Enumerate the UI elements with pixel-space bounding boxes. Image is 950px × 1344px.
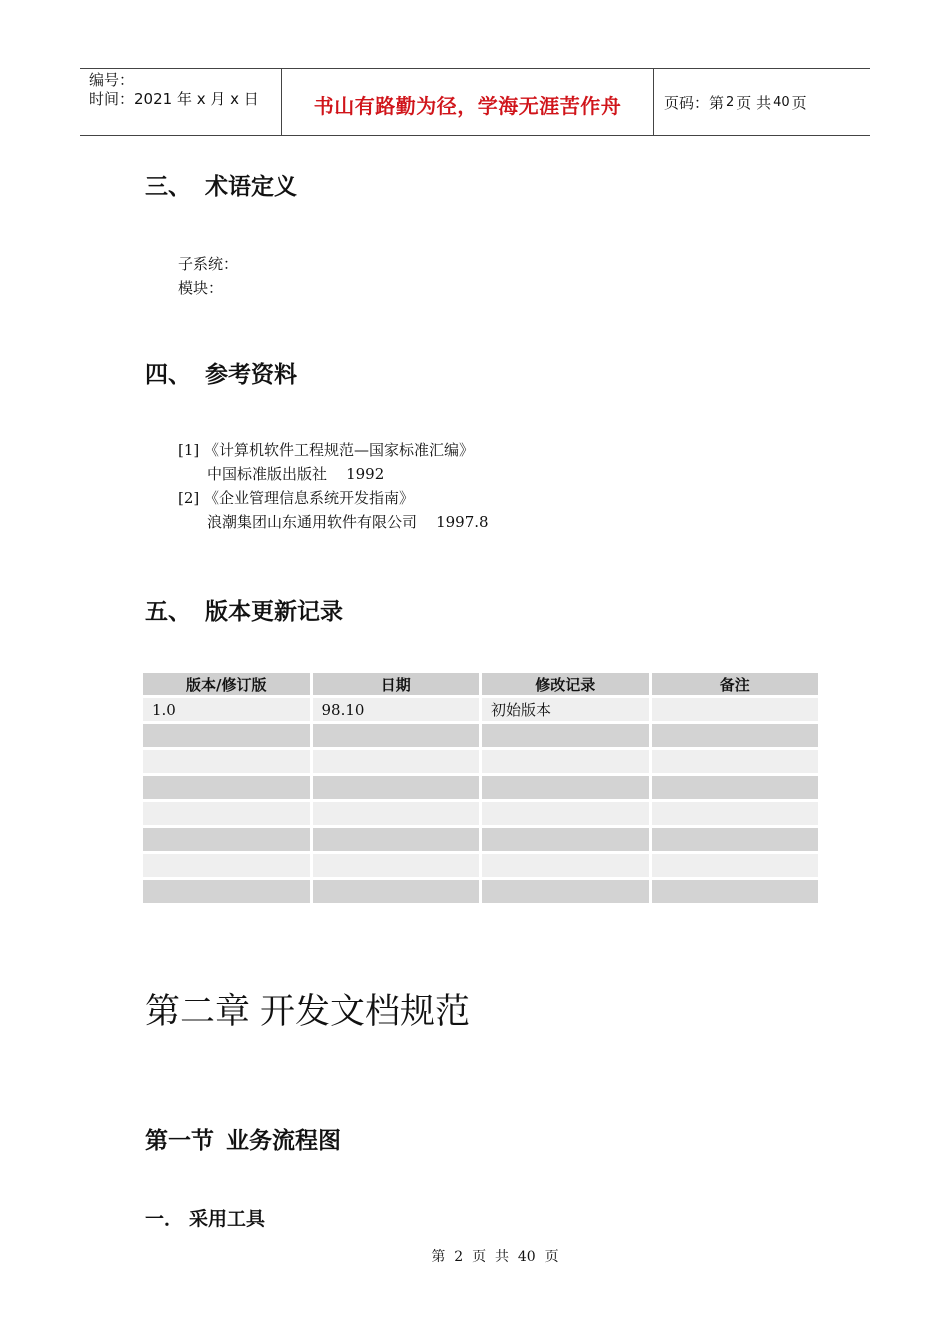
section-4-number: 四、 (145, 362, 191, 388)
subsection-1-number: 一． (145, 1208, 184, 1230)
header-time-label: 时间：2021 年 x 月 x 日 (89, 90, 259, 108)
table-cell (313, 750, 480, 773)
column-header-date: 日期 (313, 673, 480, 695)
chapter-2-heading (145, 984, 470, 1034)
chapter-number: 第二章 (145, 992, 251, 1032)
chapter-title: 开发文档规范 (260, 992, 471, 1032)
header-page-total: 40 (773, 94, 790, 110)
reference-list (178, 438, 489, 534)
table-cell (143, 802, 310, 825)
column-header-remarks: 备注 (652, 673, 819, 695)
header-number-label: 编号： (89, 71, 135, 89)
table-row (143, 750, 818, 773)
section-3-number: 三、 (145, 174, 191, 200)
reference-marker: [2] (178, 489, 200, 507)
section-5-number: 五、 (145, 599, 191, 625)
table-cell (652, 698, 819, 721)
table-cell (652, 776, 819, 799)
table-cell (313, 776, 480, 799)
reference-item (178, 438, 489, 462)
table-cell (482, 724, 649, 747)
header-meta (80, 69, 282, 135)
table-cell (482, 828, 649, 851)
table-cell: 初始版本 (482, 698, 649, 721)
table-row (143, 802, 818, 825)
header-page-suffix: 页 (791, 93, 807, 112)
table-cell (652, 828, 819, 851)
table-row (143, 828, 818, 851)
section-3-heading (145, 168, 297, 201)
table-cell: 98.10 (313, 698, 480, 721)
table-row (143, 776, 818, 799)
table-cell (313, 828, 480, 851)
column-header-change-log: 修改记录 (482, 673, 649, 695)
table-cell (143, 724, 310, 747)
table-cell (143, 828, 310, 851)
table-row (143, 880, 818, 903)
table-cell (482, 776, 649, 799)
table-cell (143, 854, 310, 877)
section-1-heading (145, 1122, 341, 1155)
table-cell (482, 880, 649, 903)
table-cell (313, 880, 480, 903)
header-motto: 书山有路勤为径，学海无涯苦作舟 (313, 93, 622, 118)
reference-item (178, 486, 489, 510)
table-cell (482, 750, 649, 773)
table-cell (652, 880, 819, 903)
section-5-title: 版本更新记录 (205, 599, 343, 625)
reference-source: 中国标准版出版社 1992 (207, 465, 385, 483)
table-cell (143, 750, 310, 773)
table-cell (143, 880, 310, 903)
section-1-title: 业务流程图 (226, 1128, 341, 1154)
revision-table (140, 670, 821, 906)
reference-title: 《计算机软件工程规范—国家标准汇编》 (204, 441, 475, 459)
table-cell (313, 802, 480, 825)
header-motto-cell (282, 69, 654, 135)
subsection-1-heading (145, 1204, 265, 1231)
table-row (143, 854, 818, 877)
table-row (143, 698, 818, 721)
reference-marker: [1] (178, 441, 200, 459)
column-header-version: 版本/修订版 (143, 673, 310, 695)
table-cell (313, 724, 480, 747)
subsection-1-title: 采用工具 (189, 1208, 266, 1230)
table-cell (482, 854, 649, 877)
table-cell (482, 802, 649, 825)
reference-source: 浪潮集团山东通用软件有限公司 1997.8 (207, 513, 489, 531)
table-cell (652, 724, 819, 747)
section-1-number: 第一节 (145, 1128, 214, 1154)
section-5-heading (145, 593, 343, 626)
term-module: 模块： (178, 279, 224, 297)
page-footer (0, 1246, 950, 1266)
header-page-prefix: 页码：第 (664, 93, 725, 112)
table-cell (143, 776, 310, 799)
table-cell (652, 750, 819, 773)
section-3-body (178, 252, 238, 300)
footer-page-number: 第 2 页 共 40 页 (431, 1249, 559, 1265)
term-subsystem: 子系统： (178, 255, 239, 273)
header-page-current: 2 (726, 94, 735, 110)
header-page-info (654, 69, 870, 135)
section-3-title: 术语定义 (205, 174, 297, 200)
table-cell (652, 802, 819, 825)
section-4-heading (145, 356, 297, 389)
table-row (143, 724, 818, 747)
table-cell: 1.0 (143, 698, 310, 721)
page-header (80, 68, 870, 136)
header-page-mid: 页 共 (736, 93, 772, 112)
table-cell (652, 854, 819, 877)
table-cell (313, 854, 480, 877)
table-header-row (143, 673, 818, 695)
section-4-title: 参考资料 (205, 362, 297, 388)
reference-title: 《企业管理信息系统开发指南》 (204, 489, 415, 507)
